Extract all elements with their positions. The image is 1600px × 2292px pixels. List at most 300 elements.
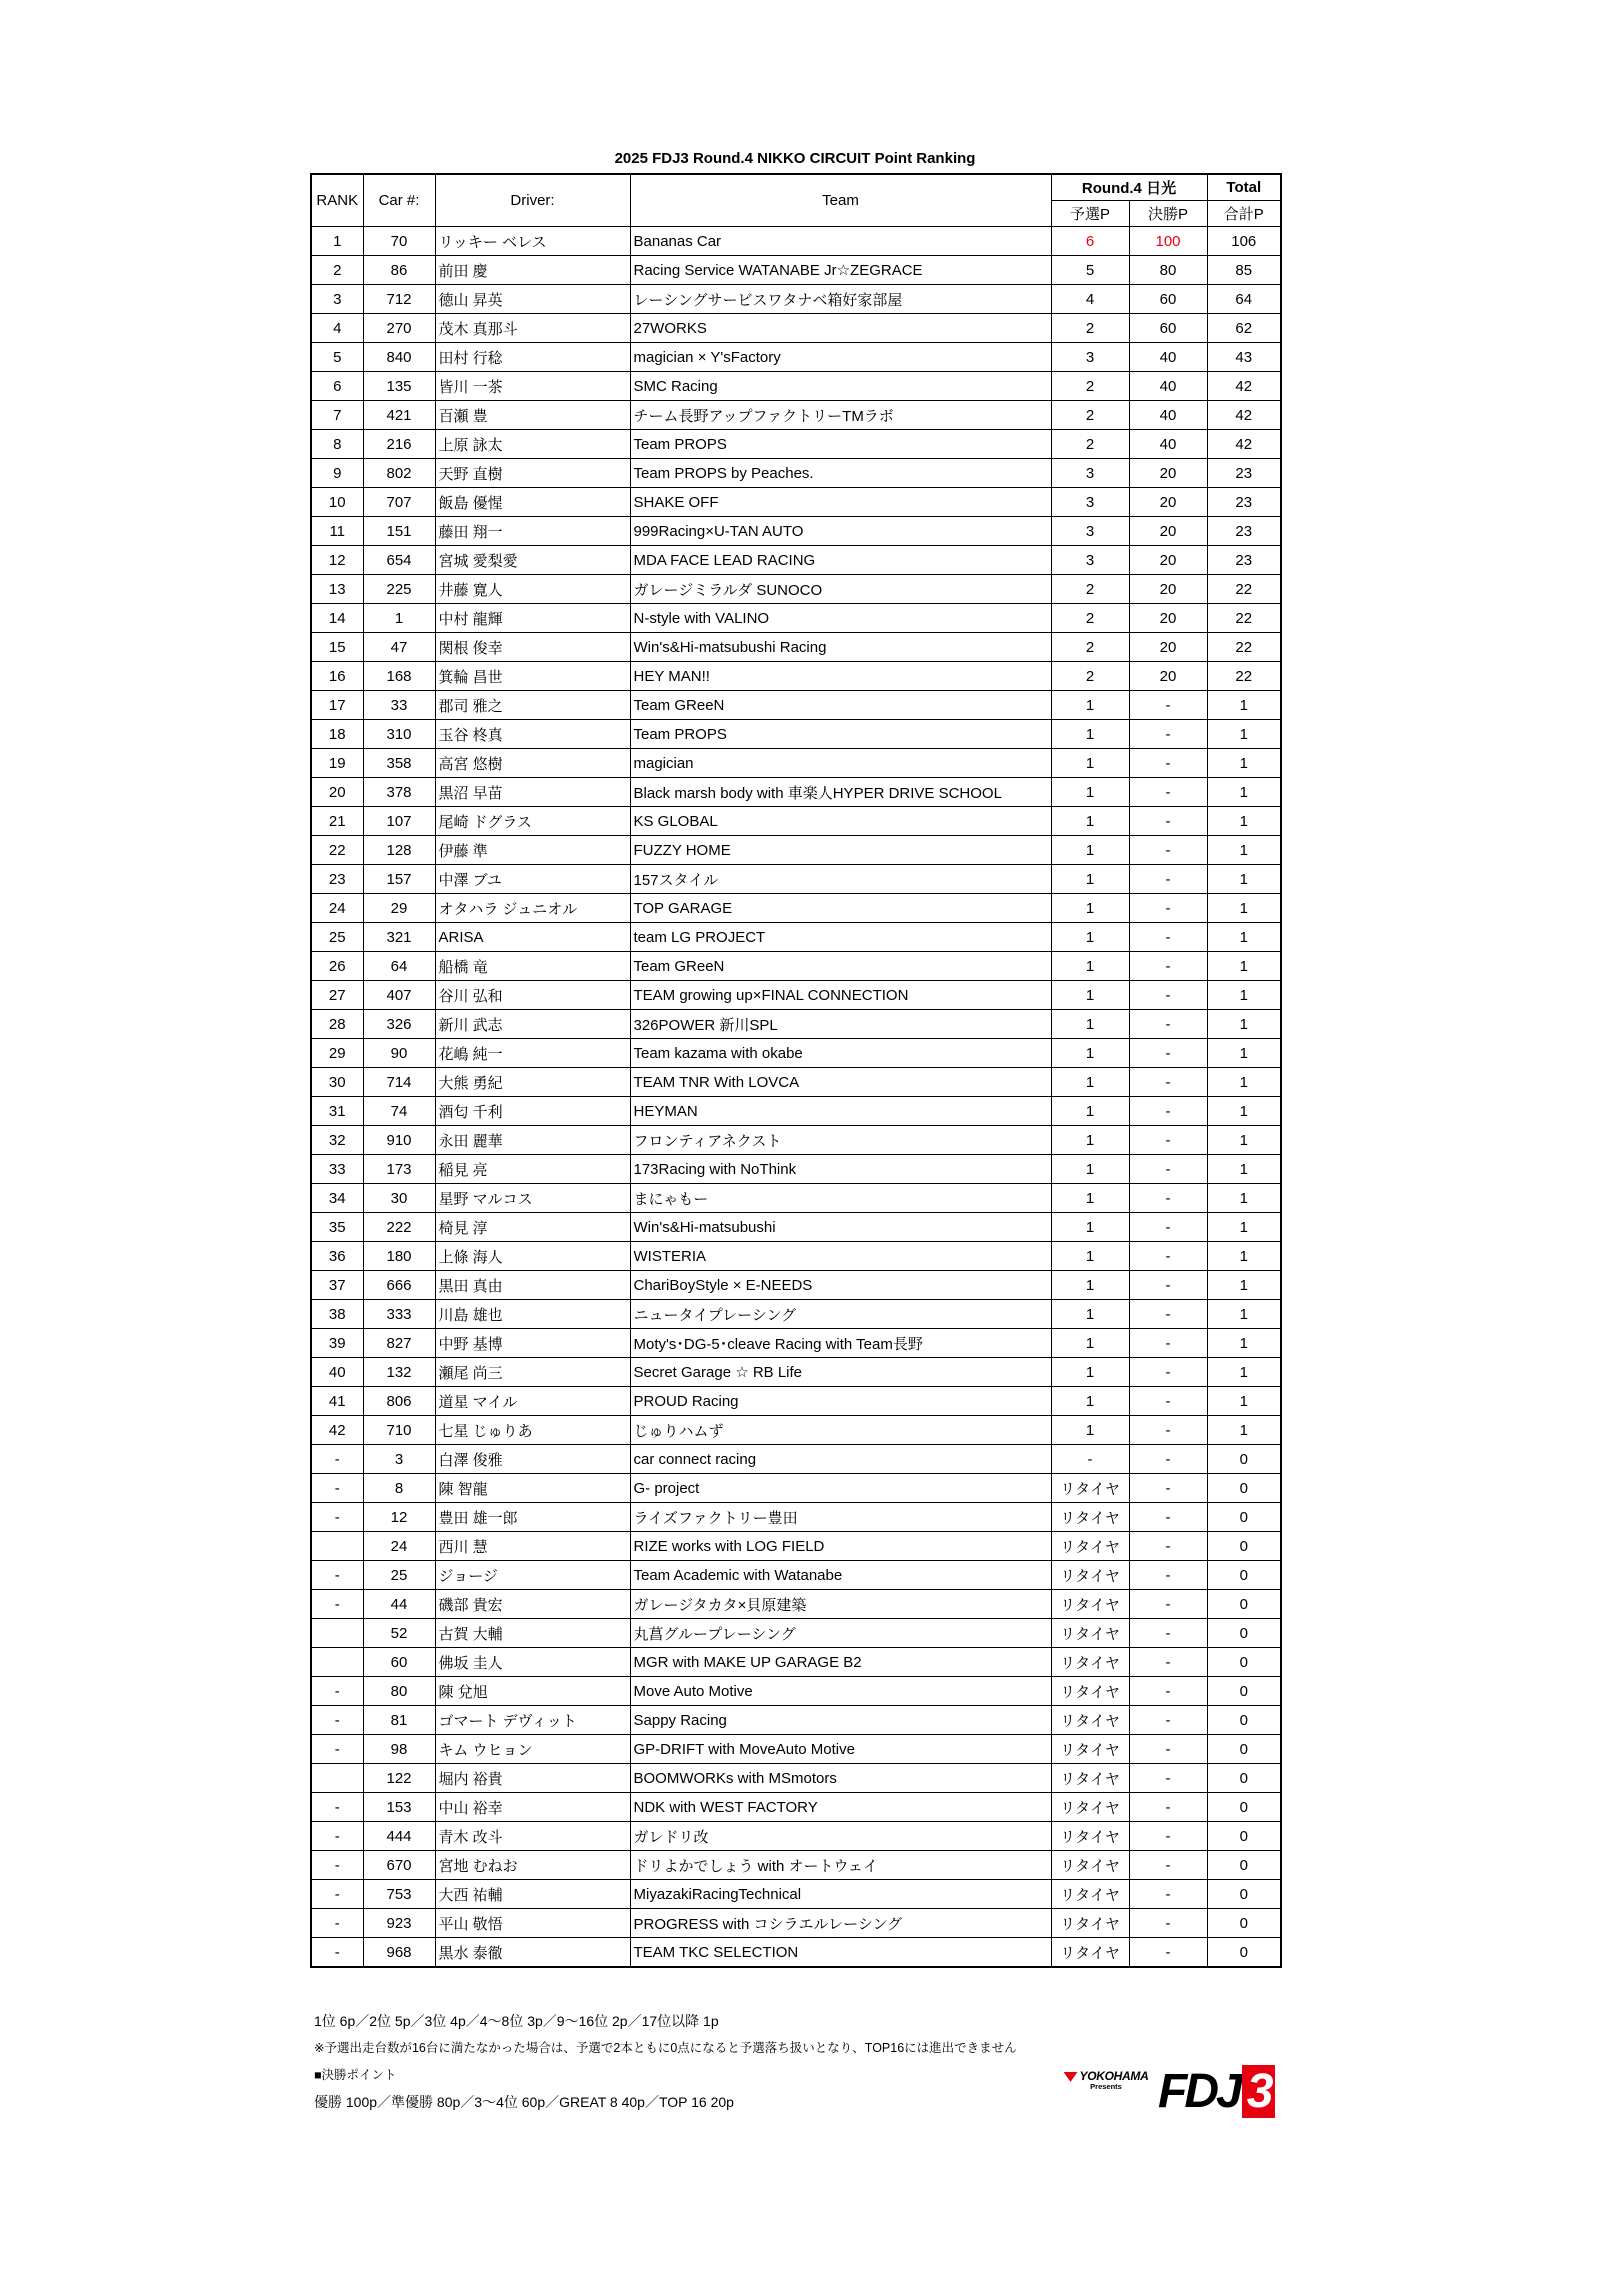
qual-cell: 1	[1051, 865, 1129, 894]
final-cell: -	[1129, 1358, 1207, 1387]
total-cell: 23	[1207, 517, 1281, 546]
final-cell: -	[1129, 691, 1207, 720]
driver-cell: 平山 敬悟	[435, 1909, 630, 1938]
car-cell: 802	[363, 459, 435, 488]
team-cell: Move Auto Motive	[630, 1677, 1051, 1706]
team-cell: ドリよかでしょう with オートウェイ	[630, 1851, 1051, 1880]
rank-cell: 42	[311, 1416, 363, 1445]
table-row	[311, 604, 1281, 633]
team-cell: Sappy Racing	[630, 1706, 1051, 1735]
table-row	[311, 720, 1281, 749]
team-cell: Team GReeN	[630, 952, 1051, 981]
total-cell: 1	[1207, 720, 1281, 749]
driver-cell: 白澤 俊雅	[435, 1445, 630, 1474]
total-cell: 1	[1207, 1416, 1281, 1445]
car-cell: 52	[363, 1619, 435, 1648]
table-row	[311, 1503, 1281, 1532]
driver-cell: 黒田 真由	[435, 1271, 630, 1300]
total-cell: 1	[1207, 1068, 1281, 1097]
team-cell: 丸菖グループレーシング	[630, 1619, 1051, 1648]
rank-cell: 29	[311, 1039, 363, 1068]
total-cell: 42	[1207, 401, 1281, 430]
driver-cell: 飯島 優惺	[435, 488, 630, 517]
total-cell: 1	[1207, 952, 1281, 981]
driver-cell: 永田 麗華	[435, 1126, 630, 1155]
qual-points-note: 1位 6p／2位 5p／3位 4p／4～8位 3p／9～16位 2p／17位以降 1p	[314, 2013, 719, 2029]
qual-cell: 6	[1051, 227, 1129, 256]
total-cell: 106	[1207, 227, 1281, 256]
table-row	[311, 1909, 1281, 1938]
qual-cell: 1	[1051, 1387, 1129, 1416]
driver-cell: 皆川 一茶	[435, 372, 630, 401]
driver-cell: 古賀 大輔	[435, 1619, 630, 1648]
rank-cell: 11	[311, 517, 363, 546]
qual-cell: リタイヤ	[1051, 1938, 1129, 1968]
team-cell: TEAM growing up×FINAL CONNECTION	[630, 981, 1051, 1010]
rank-cell: -	[311, 1706, 363, 1735]
car-cell: 225	[363, 575, 435, 604]
team-cell: 999Racing×U-TAN AUTO	[630, 517, 1051, 546]
total-cell: 1	[1207, 1329, 1281, 1358]
qual-cell: 1	[1051, 1010, 1129, 1039]
final-cell: -	[1129, 1010, 1207, 1039]
table-row	[311, 1358, 1281, 1387]
rank-cell: 12	[311, 546, 363, 575]
car-cell: 29	[363, 894, 435, 923]
total-cell: 42	[1207, 430, 1281, 459]
driver-cell: ジョージ	[435, 1561, 630, 1590]
final-cell: -	[1129, 1300, 1207, 1329]
final-cell: -	[1129, 1938, 1207, 1968]
driver-cell: 天野 直樹	[435, 459, 630, 488]
team-cell: Team Academic with Watanabe	[630, 1561, 1051, 1590]
final-cell: -	[1129, 1503, 1207, 1532]
car-cell: 44	[363, 1590, 435, 1619]
final-cell: -	[1129, 1590, 1207, 1619]
rank-cell: 8	[311, 430, 363, 459]
total-cell: 0	[1207, 1619, 1281, 1648]
driver-cell: 尾崎 ドグラス	[435, 807, 630, 836]
driver-cell: 藤田 翔一	[435, 517, 630, 546]
car-cell: 74	[363, 1097, 435, 1126]
notes	[314, 2008, 1017, 2116]
rank-cell: -	[311, 1793, 363, 1822]
driver-cell: 中野 基博	[435, 1329, 630, 1358]
total-cell: 22	[1207, 575, 1281, 604]
rank-cell: 25	[311, 923, 363, 952]
final-points-note: 優勝 100p／準優勝 80p／3～4位 60p／GREAT 8 40p／TOP 16 20p	[314, 2094, 734, 2110]
total-cell: 1	[1207, 1387, 1281, 1416]
table-row	[311, 894, 1281, 923]
car-cell: 326	[363, 1010, 435, 1039]
driver-cell: 箕輪 昌世	[435, 662, 630, 691]
car-cell: 216	[363, 430, 435, 459]
car-cell: 670	[363, 1851, 435, 1880]
final-cell: 20	[1129, 488, 1207, 517]
qual-cell: 2	[1051, 575, 1129, 604]
driver-cell: 中山 裕幸	[435, 1793, 630, 1822]
qual-cell: 1	[1051, 1155, 1129, 1184]
qual-cell: 1	[1051, 1242, 1129, 1271]
team-cell: チーム長野アップファクトリーTMラボ	[630, 401, 1051, 430]
rank-cell: 10	[311, 488, 363, 517]
driver-cell: 豊田 雄一郎	[435, 1503, 630, 1532]
car-cell: 153	[363, 1793, 435, 1822]
driver-cell: 佛坂 圭人	[435, 1648, 630, 1677]
car-cell: 421	[363, 401, 435, 430]
total-cell: 1	[1207, 1271, 1281, 1300]
team-cell: Racing Service WATANABE Jr☆ZEGRACE	[630, 256, 1051, 285]
final-cell: -	[1129, 894, 1207, 923]
qual-cell: 2	[1051, 430, 1129, 459]
driver-cell: 茂木 真那斗	[435, 314, 630, 343]
team-cell: Team kazama with okabe	[630, 1039, 1051, 1068]
team-cell: 326POWER 新川SPL	[630, 1010, 1051, 1039]
qual-cell: 3	[1051, 488, 1129, 517]
rank-cell: -	[311, 1590, 363, 1619]
car-cell: 25	[363, 1561, 435, 1590]
total-cell: 1	[1207, 836, 1281, 865]
total-cell: 1	[1207, 981, 1281, 1010]
table-row	[311, 633, 1281, 662]
team-cell: FUZZY HOME	[630, 836, 1051, 865]
driver-cell: リッキー ベレス	[435, 227, 630, 256]
table-row	[311, 1213, 1281, 1242]
driver-cell: 中澤 ブユ	[435, 865, 630, 894]
table-row	[311, 517, 1281, 546]
sponsor-name: YOKOHAMA	[1079, 2069, 1149, 2083]
team-cell: 157スタイル	[630, 865, 1051, 894]
rank-cell: 32	[311, 1126, 363, 1155]
final-cell: -	[1129, 952, 1207, 981]
rank-cell: 5	[311, 343, 363, 372]
car-cell: 712	[363, 285, 435, 314]
ranking-rows	[311, 227, 1281, 1968]
qual-cell: 1	[1051, 923, 1129, 952]
final-cell: 20	[1129, 575, 1207, 604]
car-cell: 310	[363, 720, 435, 749]
driver-cell: 酒匂 千利	[435, 1097, 630, 1126]
qual-cell: 1	[1051, 1213, 1129, 1242]
table-row	[311, 1416, 1281, 1445]
qual-cell: 2	[1051, 662, 1129, 691]
driver-cell: 花嶋 純一	[435, 1039, 630, 1068]
table-row	[311, 1010, 1281, 1039]
total-cell: 0	[1207, 1677, 1281, 1706]
driver-cell: 百瀬 豊	[435, 401, 630, 430]
driver-cell: 井藤 寛人	[435, 575, 630, 604]
table-row	[311, 1590, 1281, 1619]
total-cell: 1	[1207, 749, 1281, 778]
rank-cell: -	[311, 1822, 363, 1851]
driver-cell: 陳 智龍	[435, 1474, 630, 1503]
total-cell: 1	[1207, 807, 1281, 836]
rank-cell: 30	[311, 1068, 363, 1097]
team-cell: ガレージミラルダ SUNOCO	[630, 575, 1051, 604]
rank-cell: 4	[311, 314, 363, 343]
final-cell: 20	[1129, 459, 1207, 488]
driver-cell: 川島 雄也	[435, 1300, 630, 1329]
team-cell: ガレージタカタ×貝原建築	[630, 1590, 1051, 1619]
driver-cell: 徳山 昇英	[435, 285, 630, 314]
final-cell: -	[1129, 1764, 1207, 1793]
qual-cell: 1	[1051, 1184, 1129, 1213]
car-cell: 806	[363, 1387, 435, 1416]
qual-cell: 3	[1051, 517, 1129, 546]
team-cell: PROUD Racing	[630, 1387, 1051, 1416]
rank-cell: 31	[311, 1097, 363, 1126]
final-cell: -	[1129, 1416, 1207, 1445]
final-cell: 60	[1129, 314, 1207, 343]
round-header: Round.4 日光	[1051, 174, 1207, 201]
table-row	[311, 1532, 1281, 1561]
driver-cell: 陳 兌旭	[435, 1677, 630, 1706]
total-cell: 0	[1207, 1764, 1281, 1793]
table-row	[311, 952, 1281, 981]
rank-cell: 15	[311, 633, 363, 662]
table-row	[311, 1387, 1281, 1416]
col-sum-header: 合計P	[1207, 201, 1281, 227]
final-cell: 40	[1129, 343, 1207, 372]
table-row	[311, 1184, 1281, 1213]
final-cell: -	[1129, 1474, 1207, 1503]
final-cell: -	[1129, 1706, 1207, 1735]
total-cell: 62	[1207, 314, 1281, 343]
qual-cell: 1	[1051, 1416, 1129, 1445]
driver-cell: 谷川 弘和	[435, 981, 630, 1010]
driver-cell: 前田 慶	[435, 256, 630, 285]
driver-cell: 宮城 愛梨愛	[435, 546, 630, 575]
table-row	[311, 1648, 1281, 1677]
qual-cell: リタイヤ	[1051, 1822, 1129, 1851]
driver-cell: 関根 俊幸	[435, 633, 630, 662]
team-cell: SMC Racing	[630, 372, 1051, 401]
table-row	[311, 662, 1281, 691]
driver-cell: 船橋 竜	[435, 952, 630, 981]
final-cell: -	[1129, 1648, 1207, 1677]
rank-cell: 13	[311, 575, 363, 604]
table-row	[311, 981, 1281, 1010]
table-row	[311, 256, 1281, 285]
fdj3-logo	[1058, 2063, 1271, 2123]
rank-cell: 37	[311, 1271, 363, 1300]
car-cell: 30	[363, 1184, 435, 1213]
car-cell: 378	[363, 778, 435, 807]
total-cell: 1	[1207, 1097, 1281, 1126]
car-cell: 60	[363, 1648, 435, 1677]
rank-cell: 34	[311, 1184, 363, 1213]
table-row	[311, 459, 1281, 488]
qual-cell: リタイヤ	[1051, 1561, 1129, 1590]
team-cell: Black marsh body with 車楽人HYPER DRIVE SCHOOL	[630, 778, 1051, 807]
total-cell: 23	[1207, 459, 1281, 488]
table-row	[311, 1126, 1281, 1155]
team-cell: Win's&Hi-matsubushi Racing	[630, 633, 1051, 662]
rank-cell: -	[311, 1677, 363, 1706]
table-row	[311, 865, 1281, 894]
total-cell: 1	[1207, 778, 1281, 807]
car-cell: 98	[363, 1735, 435, 1764]
rank-cell: 27	[311, 981, 363, 1010]
team-cell: Secret Garage ☆ RB Life	[630, 1358, 1051, 1387]
team-cell: GP-DRIFT with MoveAuto Motive	[630, 1735, 1051, 1764]
table-row	[311, 923, 1281, 952]
qual-cell: リタイヤ	[1051, 1909, 1129, 1938]
table-row	[311, 749, 1281, 778]
qual-cell: 5	[1051, 256, 1129, 285]
qual-cell: 2	[1051, 604, 1129, 633]
rank-cell: 36	[311, 1242, 363, 1271]
total-cell: 0	[1207, 1648, 1281, 1677]
team-cell: BOOMWORKs with MSmotors	[630, 1764, 1051, 1793]
rank-cell	[311, 1619, 363, 1648]
car-cell: 128	[363, 836, 435, 865]
qual-cell: 2	[1051, 314, 1129, 343]
driver-cell: 上原 詠太	[435, 430, 630, 459]
qual-cell: 1	[1051, 1068, 1129, 1097]
car-cell: 81	[363, 1706, 435, 1735]
qual-cell: リタイヤ	[1051, 1851, 1129, 1880]
rank-cell	[311, 1764, 363, 1793]
total-cell: 1	[1207, 691, 1281, 720]
total-cell: 0	[1207, 1735, 1281, 1764]
yokohama-mark-icon	[1064, 2072, 1078, 2082]
qual-cell: 1	[1051, 778, 1129, 807]
qual-cell: 1	[1051, 952, 1129, 981]
table-row	[311, 1677, 1281, 1706]
qual-cell: 3	[1051, 343, 1129, 372]
total-cell: 22	[1207, 604, 1281, 633]
qual-cell: 3	[1051, 459, 1129, 488]
ranking-table	[310, 173, 1282, 1968]
car-cell: 222	[363, 1213, 435, 1242]
team-cell: Bananas Car	[630, 227, 1051, 256]
team-cell: MDA FACE LEAD RACING	[630, 546, 1051, 575]
qual-cell: 1	[1051, 894, 1129, 923]
car-cell: 47	[363, 633, 435, 662]
team-cell: ガレドリ改	[630, 1822, 1051, 1851]
rank-cell: 28	[311, 1010, 363, 1039]
team-cell: SHAKE OFF	[630, 488, 1051, 517]
final-cell: -	[1129, 1387, 1207, 1416]
qual-cell: リタイヤ	[1051, 1764, 1129, 1793]
driver-cell: オタハラ ジュニオル	[435, 894, 630, 923]
final-cell: -	[1129, 1619, 1207, 1648]
total-cell: 1	[1207, 1242, 1281, 1271]
col-team-header: Team	[630, 174, 1051, 227]
final-cell: 40	[1129, 401, 1207, 430]
driver-cell: 宮地 むねお	[435, 1851, 630, 1880]
driver-cell: 椅見 淳	[435, 1213, 630, 1242]
table-row	[311, 1039, 1281, 1068]
team-cell: Team PROPS by Peaches.	[630, 459, 1051, 488]
car-cell: 707	[363, 488, 435, 517]
car-cell: 90	[363, 1039, 435, 1068]
team-cell: KS GLOBAL	[630, 807, 1051, 836]
rank-cell: -	[311, 1851, 363, 1880]
qual-cell: -	[1051, 1445, 1129, 1474]
team-cell: Win's&Hi-matsubushi	[630, 1213, 1051, 1242]
total-header: Total	[1207, 174, 1281, 201]
car-cell: 444	[363, 1822, 435, 1851]
team-cell: ニュータイプレーシング	[630, 1300, 1051, 1329]
total-cell: 1	[1207, 1300, 1281, 1329]
final-cell: -	[1129, 981, 1207, 1010]
table-row	[311, 401, 1281, 430]
driver-cell: 堀内 裕貴	[435, 1764, 630, 1793]
table-row	[311, 1764, 1281, 1793]
car-cell: 135	[363, 372, 435, 401]
car-cell: 8	[363, 1474, 435, 1503]
final-cell: -	[1129, 1677, 1207, 1706]
team-cell: G- project	[630, 1474, 1051, 1503]
car-cell: 827	[363, 1329, 435, 1358]
total-cell: 0	[1207, 1561, 1281, 1590]
total-cell: 1	[1207, 1039, 1281, 1068]
driver-cell: 星野 マルコス	[435, 1184, 630, 1213]
team-cell: HEY MAN!!	[630, 662, 1051, 691]
total-cell: 0	[1207, 1706, 1281, 1735]
driver-cell: キム ウヒョン	[435, 1735, 630, 1764]
qual-cell: 4	[1051, 285, 1129, 314]
car-cell: 157	[363, 865, 435, 894]
driver-cell: 郡司 雅之	[435, 691, 630, 720]
team-cell: TEAM TNR With LOVCA	[630, 1068, 1051, 1097]
rank-cell: -	[311, 1503, 363, 1532]
car-cell: 3	[363, 1445, 435, 1474]
car-cell: 33	[363, 691, 435, 720]
rank-cell: 16	[311, 662, 363, 691]
qual-cell: リタイヤ	[1051, 1590, 1129, 1619]
total-cell: 85	[1207, 256, 1281, 285]
team-cell: Team GReeN	[630, 691, 1051, 720]
col-final-header: 決勝P	[1129, 201, 1207, 227]
final-cell: -	[1129, 836, 1207, 865]
qual-rule-note: ※予選出走台数が16台に満たなかった場合は、予選で2本ともに0点になると予選落ち扱いとなり、TOP16には進出できません	[314, 2041, 1017, 2055]
car-cell: 86	[363, 256, 435, 285]
final-cell: 40	[1129, 430, 1207, 459]
final-cell: -	[1129, 1793, 1207, 1822]
final-cell: -	[1129, 1097, 1207, 1126]
rank-cell: -	[311, 1938, 363, 1968]
team-cell: まにゃもー	[630, 1184, 1051, 1213]
car-cell: 714	[363, 1068, 435, 1097]
driver-cell: 稲見 亮	[435, 1155, 630, 1184]
col-rank-header: RANK	[311, 174, 363, 227]
final-cell: -	[1129, 1184, 1207, 1213]
qual-cell: リタイヤ	[1051, 1648, 1129, 1677]
final-cell: -	[1129, 1909, 1207, 1938]
car-cell: 968	[363, 1938, 435, 1968]
car-cell: 132	[363, 1358, 435, 1387]
final-cell: -	[1129, 1329, 1207, 1358]
qual-cell: リタイヤ	[1051, 1532, 1129, 1561]
rank-cell: 3	[311, 285, 363, 314]
final-cell: 80	[1129, 256, 1207, 285]
final-cell: 60	[1129, 285, 1207, 314]
rank-cell: 23	[311, 865, 363, 894]
team-cell: Team PROPS	[630, 720, 1051, 749]
final-cell: -	[1129, 1126, 1207, 1155]
car-cell: 710	[363, 1416, 435, 1445]
car-cell: 407	[363, 981, 435, 1010]
team-cell: TOP GARAGE	[630, 894, 1051, 923]
table-row	[311, 1851, 1281, 1880]
total-cell: 64	[1207, 285, 1281, 314]
qual-cell: 1	[1051, 1300, 1129, 1329]
car-cell: 666	[363, 1271, 435, 1300]
driver-cell: 西川 慧	[435, 1532, 630, 1561]
